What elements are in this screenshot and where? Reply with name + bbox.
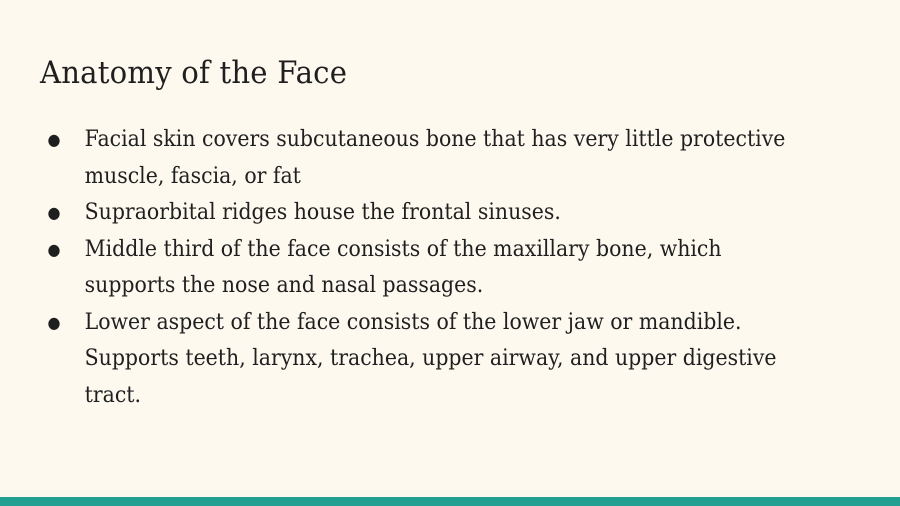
bullet-text-2: Supraorbital ridges house the frontal sinuses. <box>84 200 561 225</box>
bullet-item-2 <box>40 195 803 232</box>
bullet-item-1 <box>40 122 803 195</box>
bullet-text-4: Lower aspect of the face consists of the lower jaw or mandible. Supports teeth, larynx, trachea, upper airway, and upper digestive tract. <box>84 309 777 408</box>
bullet-text-3: Middle third of the face consists of the maxillary bone, which supports the nose and nasal passages. <box>84 236 722 298</box>
bullet-text-1: Facial skin covers subcutaneous bone that has very little protective muscle, fascia, or fat <box>84 127 786 189</box>
slide-title: Anatomy of the Face <box>40 55 348 91</box>
bullet-dot-icon: ● <box>47 239 61 259</box>
bullet-dot-icon: ● <box>47 312 61 332</box>
bullet-item-3 <box>40 232 803 305</box>
bullet-dot-icon: ● <box>47 203 61 222</box>
bullet-item-4 <box>40 305 803 415</box>
accent-bar <box>0 497 900 506</box>
bullet-list <box>40 122 803 414</box>
bullet-dot-icon: ● <box>47 130 61 149</box>
